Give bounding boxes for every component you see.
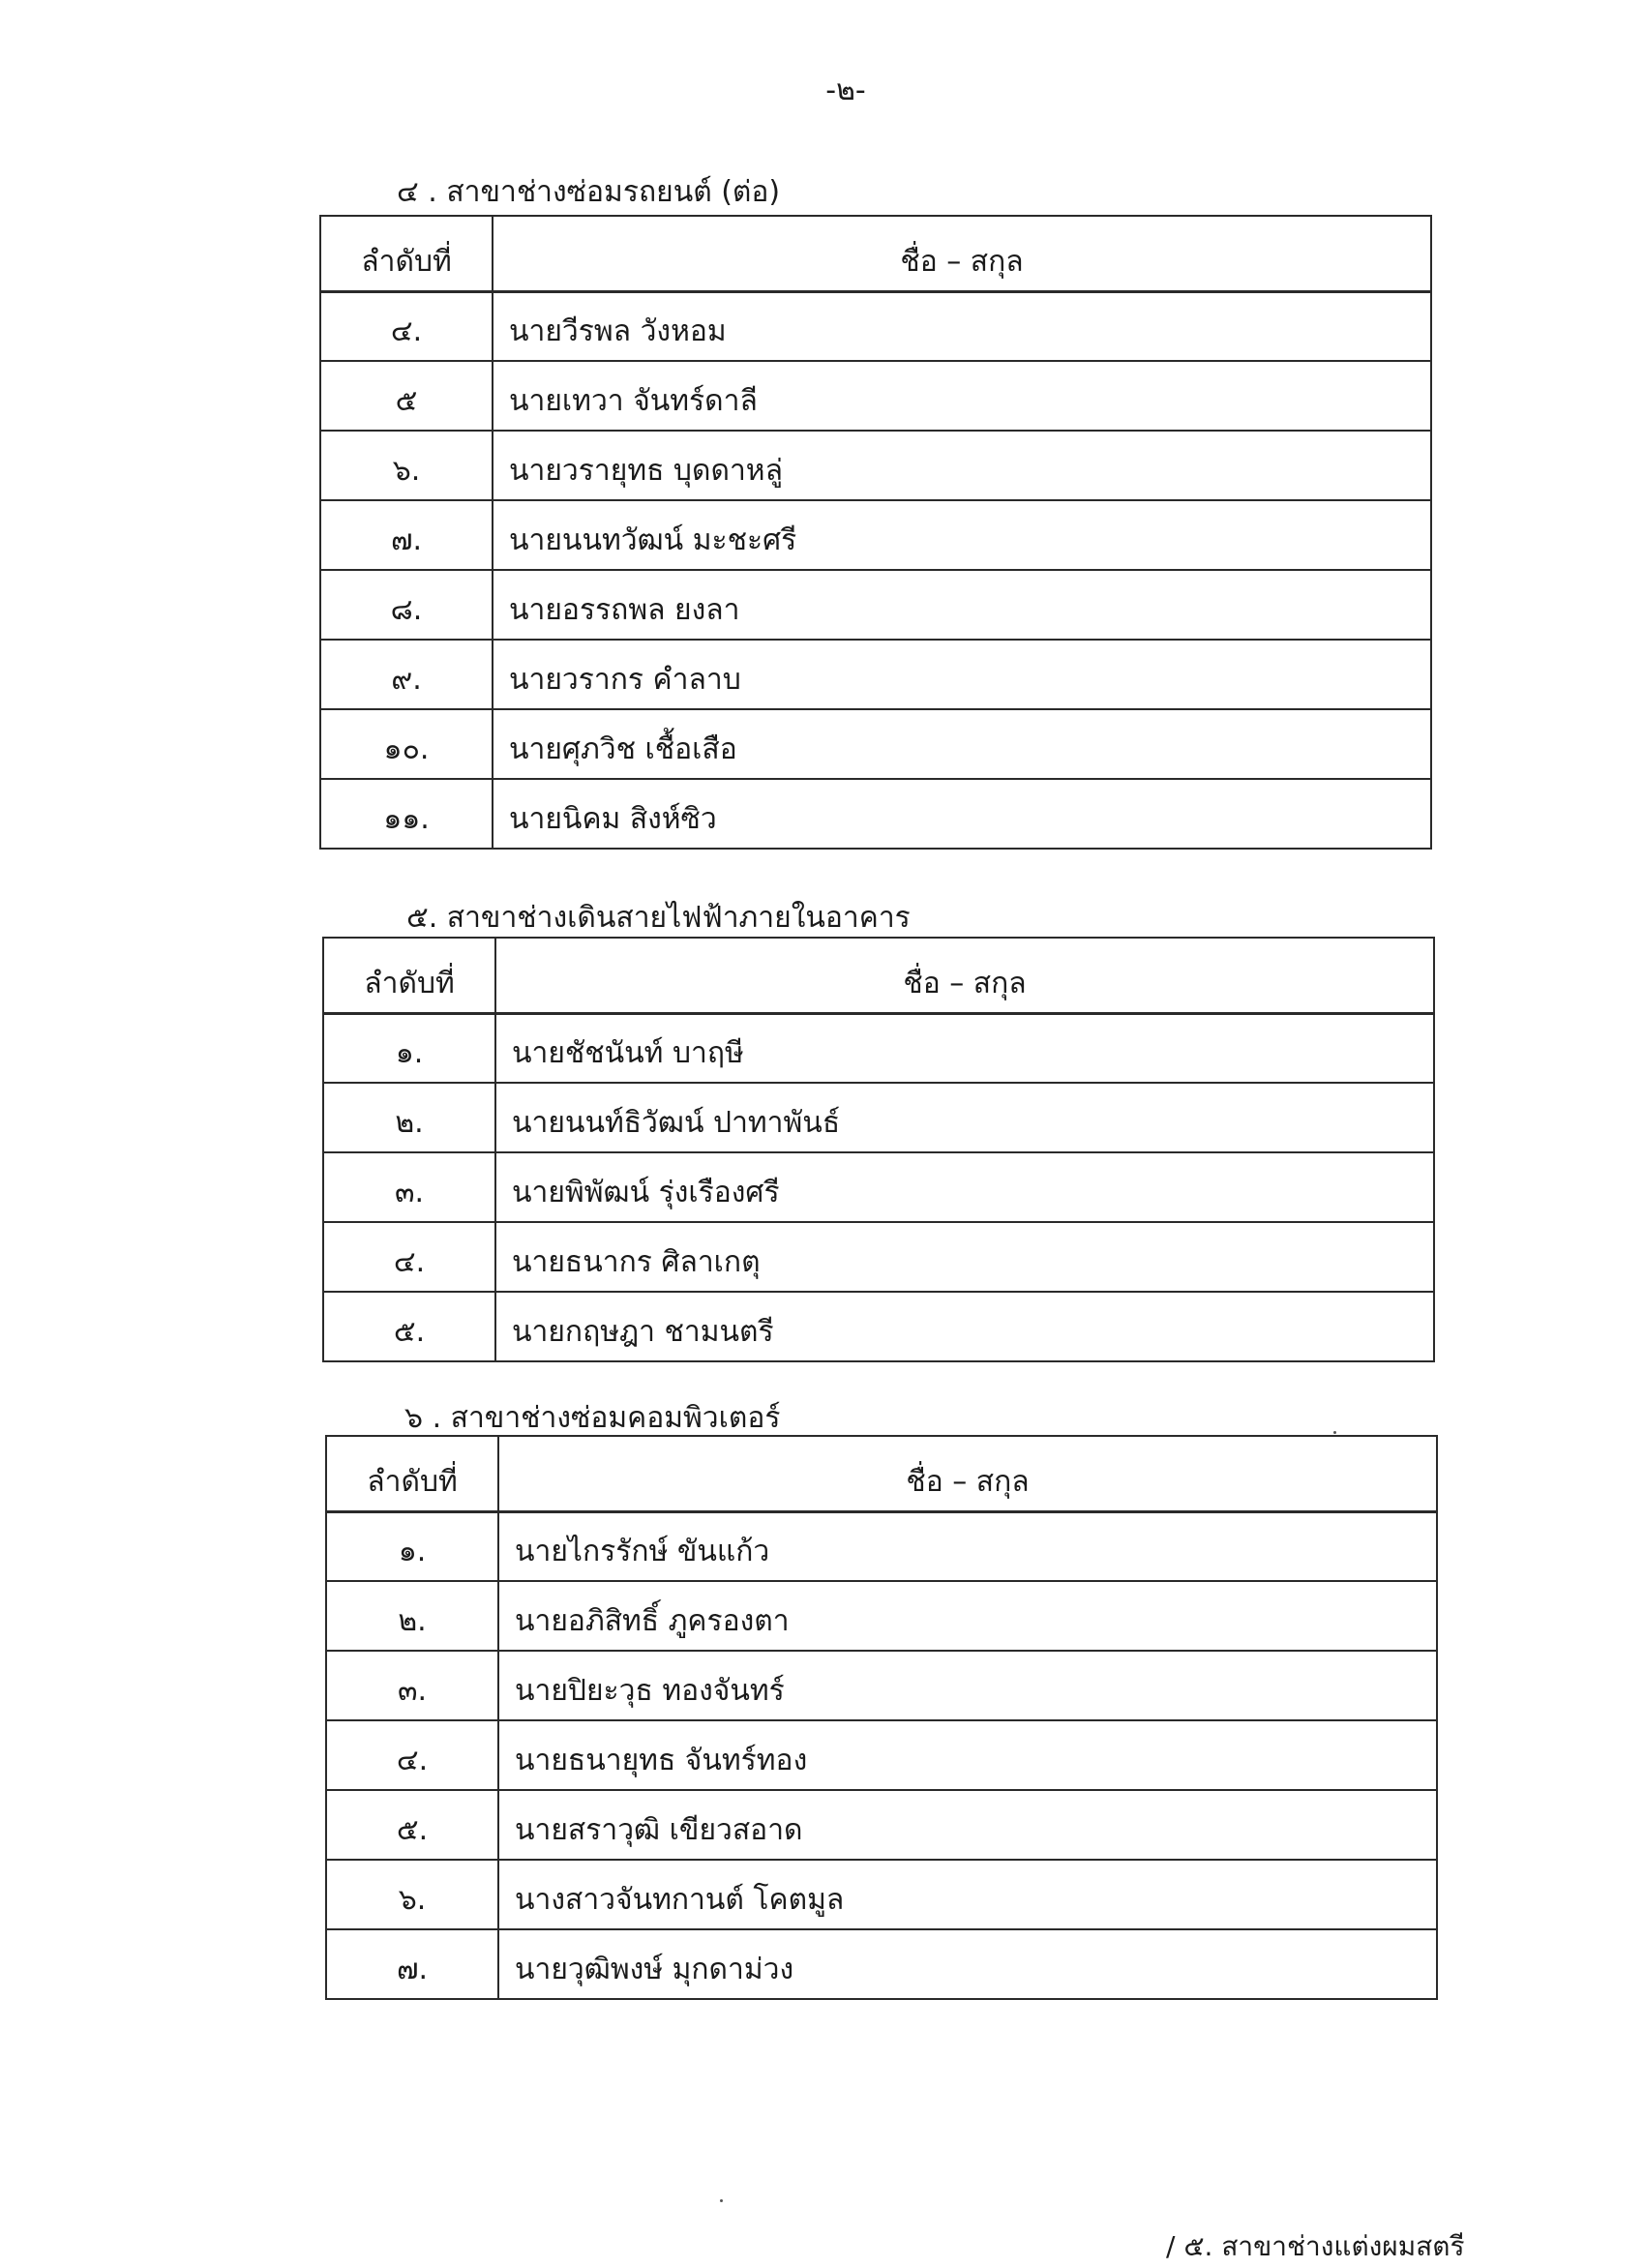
continuation-note: / ๕. สาขาช่างแต่งผมสตรี xyxy=(1166,2230,1465,2262)
row-number: ๑๑. xyxy=(320,779,493,849)
row-number: ๔. xyxy=(320,291,493,361)
row-name: นายวุฒิพงษ์ มุกดาม่วง xyxy=(498,1929,1437,1999)
table-row xyxy=(323,1292,1434,1361)
row-name: นางสาวจันทกานต์ โคตมูล xyxy=(498,1860,1437,1929)
header-order-number: ลำดับที่ xyxy=(320,216,493,291)
table-row xyxy=(326,1651,1437,1720)
scan-speck xyxy=(1333,1431,1336,1434)
row-name: นายธนากร ศิลาเกตุ xyxy=(495,1222,1434,1292)
row-number: ๑. xyxy=(326,1511,498,1581)
header-order-number: ลำดับที่ xyxy=(323,938,495,1013)
table-row xyxy=(323,1083,1434,1152)
table-building-wiring xyxy=(322,937,1435,1362)
row-number: ๘. xyxy=(320,570,493,640)
table-row xyxy=(320,640,1431,709)
row-number: ๗. xyxy=(326,1929,498,1999)
row-number: ๒. xyxy=(323,1083,495,1152)
scan-speck xyxy=(720,2199,723,2202)
row-number: ๓. xyxy=(326,1651,498,1720)
table-row xyxy=(320,709,1431,779)
table-automotive-repair xyxy=(319,215,1432,850)
table-row xyxy=(323,1152,1434,1222)
row-name: นายอภิสิทธิ์ ภูครองตา xyxy=(498,1581,1437,1651)
row-number: ๑๐. xyxy=(320,709,493,779)
page-number: -๒- xyxy=(825,74,866,107)
table-row xyxy=(320,361,1431,431)
table-row xyxy=(326,1511,1437,1581)
row-number: ๙. xyxy=(320,640,493,709)
table-row xyxy=(326,1581,1437,1651)
section-title-building-wiring: ๕. สาขาช่างเดินสายไฟฟ้าภายในอาคาร xyxy=(406,901,911,935)
row-name: นายวรากร คำลาบ xyxy=(493,640,1431,709)
table-row xyxy=(320,570,1431,640)
row-number: ๓. xyxy=(323,1152,495,1222)
table-row xyxy=(320,779,1431,849)
row-number: ๔. xyxy=(326,1720,498,1790)
row-number: ๖. xyxy=(320,431,493,500)
table-row xyxy=(326,1929,1437,1999)
row-name: นายนนทวัฒน์ มะชะศรี xyxy=(493,500,1431,570)
row-name: นายศุภวิช เชื้อเสือ xyxy=(493,709,1431,779)
row-number: ๕ xyxy=(320,361,493,431)
table-row xyxy=(323,1222,1434,1292)
table-row xyxy=(326,1860,1437,1929)
row-name: นายชัชนันท์ บาฤษี xyxy=(495,1013,1434,1083)
row-number: ๔. xyxy=(323,1222,495,1292)
row-name: นายกฤษฎา ชามนตรี xyxy=(495,1292,1434,1361)
table-row xyxy=(320,431,1431,500)
table-row xyxy=(320,500,1431,570)
table-computer-repair xyxy=(325,1435,1438,2000)
row-name: นายนิคม สิงห์ซิว xyxy=(493,779,1431,849)
row-number: ๕. xyxy=(323,1292,495,1361)
row-name: นายไกรรักษ์ ขันแก้ว xyxy=(498,1511,1437,1581)
row-name: นายสราวุฒิ เขียวสอาด xyxy=(498,1790,1437,1860)
row-number: ๗. xyxy=(320,500,493,570)
row-number: ๑. xyxy=(323,1013,495,1083)
row-name: นายนนท์ธิวัฒน์ ปาทาพันธ์ xyxy=(495,1083,1434,1152)
row-name: นายวรายุทธ บุดดาหลู่ xyxy=(493,431,1431,500)
table-row xyxy=(326,1720,1437,1790)
row-name: นายพิพัฒน์ รุ่งเรืองศรี xyxy=(495,1152,1434,1222)
header-full-name: ชื่อ – สกุล xyxy=(498,1436,1437,1511)
table-row xyxy=(323,1013,1434,1083)
row-name: นายอรรถพล ยงลา xyxy=(493,570,1431,640)
header-full-name: ชื่อ – สกุล xyxy=(495,938,1434,1013)
header-order-number: ลำดับที่ xyxy=(326,1436,498,1511)
row-number: ๖. xyxy=(326,1860,498,1929)
table-row xyxy=(320,291,1431,361)
header-full-name: ชื่อ – สกุล xyxy=(493,216,1431,291)
row-number: ๒. xyxy=(326,1581,498,1651)
row-number: ๕. xyxy=(326,1790,498,1860)
row-name: นายเทวา จันทร์ดาลี xyxy=(493,361,1431,431)
row-name: นายธนายุทธ จันทร์ทอง xyxy=(498,1720,1437,1790)
row-name: นายวีรพล วังหอม xyxy=(493,291,1431,361)
table-row xyxy=(326,1790,1437,1860)
section-title-computer-repair: ๖ . สาขาช่างซ่อมคอมพิวเตอร์ xyxy=(404,1401,781,1435)
section-title-automotive-repair: ๔ . สาขาช่างซ่อมรถยนต์ (ต่อ) xyxy=(397,175,781,209)
row-name: นายปิยะวุธ ทองจันทร์ xyxy=(498,1651,1437,1720)
